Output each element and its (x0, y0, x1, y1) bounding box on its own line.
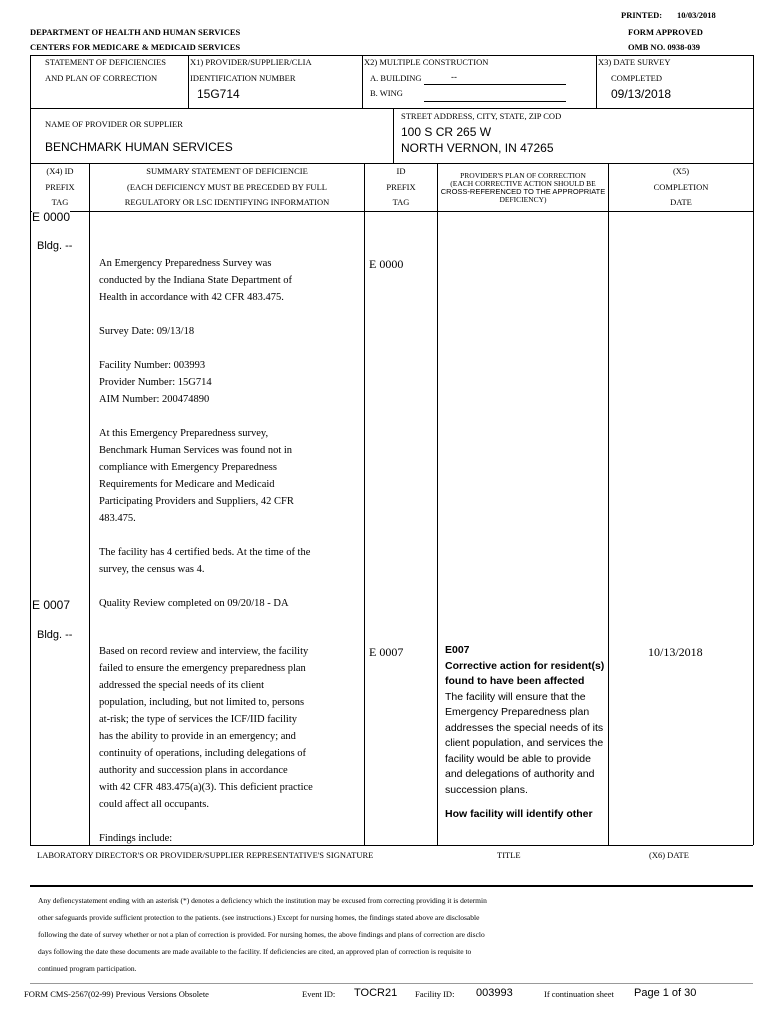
x4-header-3: TAG (51, 197, 69, 207)
address-line-1: 100 S CR 265 W (401, 125, 492, 139)
poc-line: client population, and services the (445, 737, 604, 749)
poc-heading-line: found to have been affected (445, 675, 585, 687)
summary-header-1: SUMMARY STATEMENT OF DEFICIENCIE (146, 166, 308, 176)
summary-line: Health in accordance with 42 CFR 483.475. (99, 292, 284, 303)
form-number: FORM CMS-2567(02-99) Previous Versions Obsolete (24, 989, 209, 999)
id-header-2: PREFIX (386, 182, 416, 192)
department-title: DEPARTMENT OF HEALTH AND HUMAN SERVICES (30, 27, 241, 37)
disclaimer-line: other safeguards provide sufficient protection to the patients. (see instructions.) Except for nursing homes, the findings stated above are disclosable (38, 913, 480, 922)
clia-number: 15G714 (197, 87, 240, 101)
summary-line: AIM Number: 200474890 (99, 394, 210, 405)
disclaimer-line: days following the date these documents are made available to the facility. If deficiencies are cited, an approved plan of correction is requisite to (38, 947, 472, 956)
summary-header-3: REGULATORY OR LSC IDENTIFYING INFORMATION (124, 197, 330, 207)
poc-line: facility would be able to provide (445, 752, 591, 765)
poc-line: and delegations of authority and (445, 768, 595, 780)
page-number: Page 1 of 30 (634, 987, 697, 999)
x3-label-2: COMPLETED (611, 73, 662, 83)
poc-line: The facility will ensure that the (445, 690, 586, 703)
disclaimer-line: Any defiencystatement ending with an asterisk (*) denotes a deficiency which the institution may be excused from correcting providing it is determin (38, 896, 487, 905)
summary-line: At this Emergency Preparedness survey, (99, 428, 269, 439)
summary-line: Survey Date: 09/13/18 (99, 326, 195, 337)
poc-line: Emergency Preparedness plan (445, 706, 590, 718)
summary-line: Based on record review and interview, the facility (99, 646, 309, 657)
poc-header-3: CROSS-REFERENCED TO THE APPROPRIATE (440, 187, 606, 196)
summary-line: failed to ensure the emergency preparedness plan (99, 663, 306, 674)
summary-line (99, 408, 310, 425)
omb-number: OMB NO. 0938-039 (628, 42, 701, 52)
printed-date: 10/03/2018 (677, 10, 716, 20)
summary-line: Quality Review completed on 09/20/18 - DA (99, 598, 289, 609)
summary-line: continuity of operations, including delegations of (99, 748, 307, 759)
summary-line: population, including, but not limited to, persons (99, 697, 305, 708)
e0000-prefix-tag: E 0000 (32, 210, 71, 224)
summary-line: authority and succession plans in accordance (99, 765, 288, 776)
building-label: A. BUILDING (370, 73, 422, 83)
e0007-prefix-tag: E 0007 (32, 598, 71, 612)
disclaimer-line: continued program participation. (38, 964, 137, 973)
summary-line: at-risk; the type of services the ICF/IID facility (99, 714, 297, 725)
summary-line (99, 578, 310, 595)
facility-id-label: Facility ID: (415, 989, 455, 999)
facility-id-value: 003993 (476, 987, 513, 999)
centers-title: CENTERS FOR MEDICARE & MEDICAID SERVICES (30, 42, 241, 52)
x5-header-1: (X5) (672, 166, 690, 176)
x5-header-3: DATE (670, 197, 692, 207)
summary-line: The facility has 4 certified beds. At the time of the (99, 547, 311, 558)
summary-line: with 42 CFR 483.475(a)(3). This deficient practice (99, 782, 313, 793)
continuation-label: If continuation sheet (544, 989, 614, 999)
summary-line: An Emergency Preparedness Survey was (99, 258, 272, 269)
summary-line: has the ability to provide in an emergency; and (99, 731, 296, 742)
x6-date-label: (X6) DATE (649, 850, 689, 860)
building-value: -- (451, 72, 457, 82)
summary-line (99, 340, 310, 357)
summary-line: Findings include: (99, 833, 173, 844)
summary-line: could affect all occupants. (99, 799, 210, 810)
title-label: TITLE (497, 850, 521, 860)
poc-header-1: PROVIDER'S PLAN OF CORRECTION (460, 171, 586, 180)
e0000-summary (99, 255, 310, 612)
e0007-plan-of-correction (445, 643, 604, 823)
summary-line: survey, the census was 4. (99, 564, 205, 575)
event-id-value: TOCR21 (354, 987, 398, 999)
statement-label-1: STATEMENT OF DEFICIENCIES (45, 57, 167, 67)
summary-line: Requirements for Medicare and Medicaid (99, 479, 275, 490)
id-header-3: TAG (392, 197, 410, 207)
id-header-1: ID (396, 166, 406, 176)
poc-line: addresses the special needs of its (445, 721, 604, 734)
x5-header-2: COMPLETION (653, 182, 709, 192)
provider-name: BENCHMARK HUMAN SERVICES (45, 140, 233, 154)
summary-line: addressed the special needs of its client (99, 680, 265, 691)
disclaimer-line: following the date of survey whether or not a plan of correction is provided. For nursing homes, the above findings and plans of correction are disclo (38, 930, 485, 939)
poc-header-2: (EACH CORRECTIVE ACTION SHOULD BE (450, 179, 596, 188)
signature-label: LABORATORY DIRECTOR'S OR PROVIDER/SUPPLIER REPRESENTATIVE'S SIGNATURE (37, 850, 374, 860)
summary-line: Facility Number: 003993 (99, 360, 206, 371)
e0000-id-tag: E 0000 (369, 257, 404, 271)
wing-label: B. WING (370, 88, 403, 98)
poc-heading-line: Corrective action for resident(s) (445, 659, 605, 672)
summary-line: Benchmark Human Services was found not in (99, 445, 293, 456)
provider-name-label: NAME OF PROVIDER OR SUPPLIER (45, 119, 183, 129)
x1-label-1: X1) PROVIDER/SUPPLIER/CLIA (190, 57, 312, 67)
e0007-building: Bldg. -- (37, 629, 73, 641)
disclaimer (38, 892, 487, 977)
statement-label-2: AND PLAN OF CORRECTION (45, 73, 158, 83)
address-label: STREET ADDRESS, CITY, STATE, ZIP COD (401, 111, 562, 121)
x3-label-1: X3) DATE SURVEY (598, 57, 671, 67)
summary-line: conducted by the Indiana State Department of (99, 275, 293, 286)
summary-line (99, 813, 313, 830)
e0007-completion-date: 10/13/2018 (648, 645, 703, 659)
event-id-label: Event ID: (302, 989, 336, 999)
summary-line: Provider Number: 15G714 (99, 377, 212, 388)
x1-label-2: IDENTIFICATION NUMBER (190, 73, 296, 83)
x4-header-2: PREFIX (45, 182, 75, 192)
poc-next-heading: How facility will identify other (445, 808, 593, 820)
e0000-building: Bldg. -- (37, 240, 73, 252)
address-line-2: NORTH VERNON, IN 47265 (401, 141, 554, 155)
summary-line: compliance with Emergency Preparedness (99, 462, 277, 473)
e0007-id-tag: E 0007 (369, 645, 404, 659)
poc-line: succession plans. (445, 783, 528, 796)
summary-line (99, 306, 310, 323)
form-approved: FORM APPROVED (628, 27, 703, 37)
summary-line: 483.475. (99, 513, 136, 524)
e0007-summary (99, 643, 313, 847)
summary-line: Participating Providers and Suppliers, 42 CFR (99, 496, 294, 507)
poc-header-4: DEFICIENCY) (499, 195, 547, 204)
summary-header-2: (EACH DEFICIENCY MUST BE PRECEDED BY FULL (127, 182, 327, 192)
x2-label: X2) MULTIPLE CONSTRUCTION (364, 57, 489, 67)
survey-completed-date: 09/13/2018 (611, 87, 672, 101)
poc-tag: E007 (445, 644, 470, 656)
printed-label: PRINTED: (621, 10, 663, 20)
summary-line (99, 527, 310, 544)
x4-header-1: (X4) ID (46, 166, 74, 176)
